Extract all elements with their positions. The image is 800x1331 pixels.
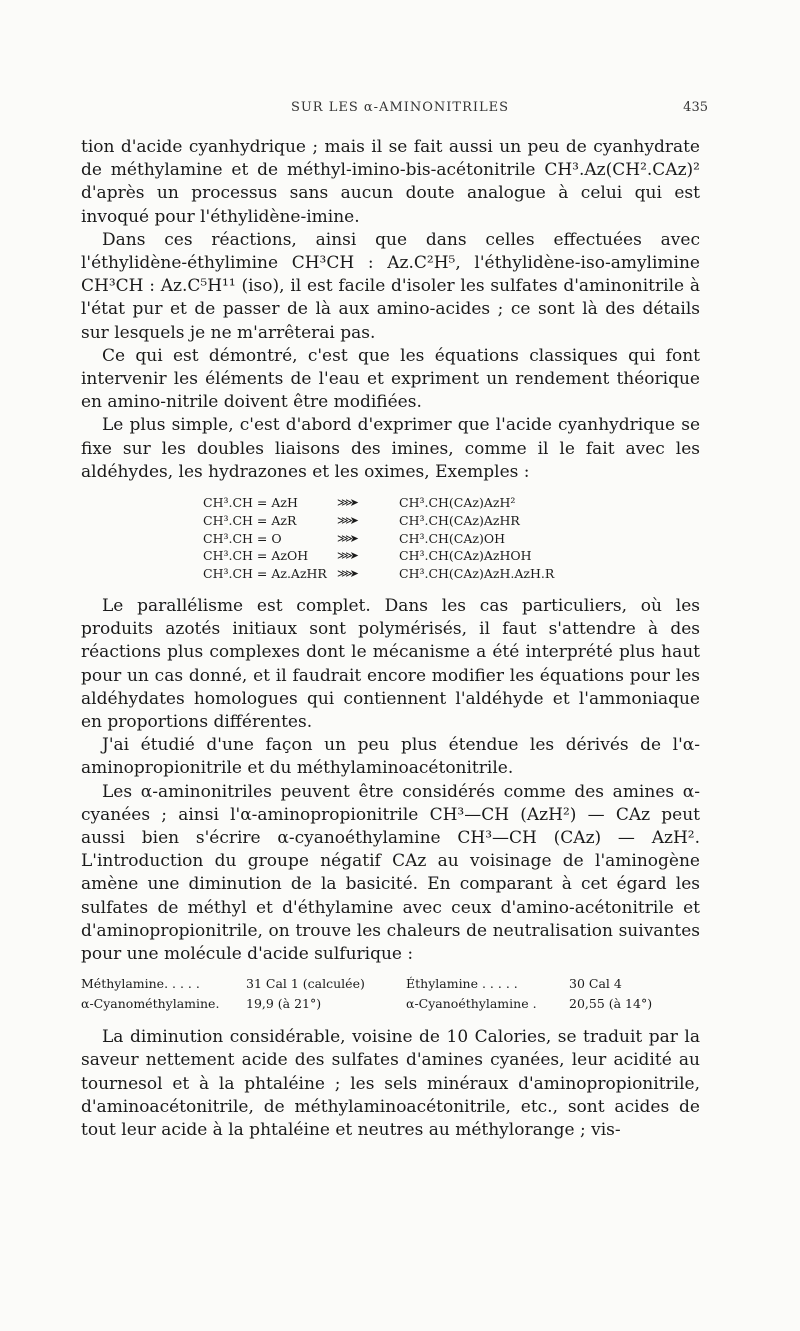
table-cell: 31 Cal 1 (calculée) — [246, 976, 365, 992]
table-cell: α-Cyanométhylamine. — [81, 996, 220, 1012]
paragraph: J'ai étudié d'une façon un peu plus étendue les dérivés de l'α-aminopropionitrile et du méthylaminoacétonitrile. — [81, 735, 700, 779]
reaction-arrow-icon: ⋙➤ — [337, 496, 356, 510]
paragraph: Le parallélisme est complet. Dans les cas particuliers, où les produits azotés initiaux sont polymérisés, il faut s'attendre à des réactions plus complexes dont le mécanisme a été interprété plus haut pour un cas donné, et il faudrait encore modifier les équations pour les aldéhydates homologues qui contiennent l'aldéhyde et l'ammoniaque en proportions différentes. — [81, 596, 700, 733]
reaction-product: CH³.CH(CAz)AzHOH — [399, 548, 532, 564]
reaction-arrow-icon: ⋙➤ — [337, 549, 356, 563]
reaction-product: CH³.CH(CAz)AzHR — [399, 512, 520, 528]
reaction-reactant: CH³.CH = AzR — [203, 512, 297, 528]
table-cell: Méthylamine. . . . . — [81, 976, 200, 992]
paragraph: tion d'acide cyanhydrique ; mais il se fait aussi un peu de cyanhydrate de méthylamine et de méthyl-imino-bis-acétonitrile CH³.Az(CH².CAz)² d'après un processus sans aucun doute analogue à celui qui est invoqué pour l'éthylidène-imine. — [81, 137, 700, 227]
reaction-product: CH³.CH(CAz)AzH² — [399, 495, 516, 511]
paragraph: Le plus simple, c'est d'abord d'exprimer que l'acide cyanhydrique se fixe sur les doubles liaisons des imines, comme il le fait avec les aldéhydes, les hydrazones et les oximes, Exemples : — [81, 415, 700, 482]
reaction-row — [203, 565, 700, 583]
reaction-reactant: CH³.CH = Az.AzHR — [203, 566, 327, 582]
reaction-product: CH³.CH(CAz)OH — [399, 530, 505, 546]
table-cell: 30 Cal 4 — [569, 976, 622, 992]
reaction-row — [203, 512, 700, 530]
table-cell: α-Cyanoéthylamine . — [406, 996, 537, 1012]
paragraph: La diminution considérable, voisine de 10 Calories, se traduit par la saveur nettement acide des sulfates d'amines cyanées, leur acidité au tournesol et à la phtaléine ; les sels minéraux d'aminopropionitrile, d'aminoacétonitrile, de méthylaminoacétonitrile, etc., sont acides de tout leur acide à la phtaléine et neutres au méthylorange ; vis- — [81, 1027, 700, 1141]
reaction-product: CH³.CH(CAz)AzH.AzH.R — [399, 566, 555, 582]
paragraph: Les α-aminonitriles peuvent être considérés comme des amines α-cyanées ; ainsi l'α-aminopropionitrile CH³—CH (AzH²) — CAz peut aussi bien s'écrire α-cyanoéthylamine CH³—CH (CAz) — AzH². L'introduction du groupe négatif CAz au voisinage de l'aminogène amène une diminution de la basicité. En comparant à cet égard les sulfates de méthyl et d'éthylamine avec ceux d'amino-acétonitrile et d'aminopropionitrile, on trouve les chaleurs de neutralisation suivantes pour une molécule d'acide sulfurique : — [81, 781, 700, 965]
running-head — [0, 100, 800, 122]
running-title: SUR LES α-AMINONITRILES — [290, 100, 510, 115]
reaction-arrow-icon: ⋙➤ — [337, 531, 356, 545]
table-row — [81, 994, 700, 1014]
table-cell: Éthylamine . . . . . — [406, 976, 518, 992]
reaction-row — [203, 494, 700, 512]
neutralisation-heat-table — [81, 974, 700, 1014]
page-number: 435 — [683, 100, 708, 115]
reaction-reactant: CH³.CH = AzH — [203, 495, 298, 511]
reaction-row — [203, 547, 700, 565]
reaction-arrow-icon: ⋙➤ — [337, 513, 356, 527]
table-cell: 20,55 (à 14°) — [569, 996, 653, 1012]
reaction-reactant: CH³.CH = AzOH — [203, 548, 309, 564]
reaction-list — [81, 494, 700, 583]
paragraph: Ce qui est démontré, c'est que les équations classiques qui font intervenir les éléments de l'eau et expriment un rendement théorique en amino-nitrile doivent être modifiées. — [81, 345, 700, 413]
reaction-arrow-icon: ⋙➤ — [337, 567, 356, 581]
reaction-row — [203, 530, 700, 548]
table-cell: 19,9 (à 21°) — [246, 996, 322, 1012]
reaction-reactant: CH³.CH = O — [203, 530, 282, 546]
body-text — [81, 136, 700, 1142]
paragraph: Dans ces réactions, ainsi que dans celles effectuées avec l'éthylidène-éthylimine CH³CH : Az.C²H⁵, l'éthylidène-iso-amylimine CH³CH : Az.C⁵H¹¹ (iso), il est facile d'isoler les sulfates d'aminonitrile à l'état pur et de passer de là aux amino-acides ; ce sont là des détails sur lesquels je ne m'arrêterai pas. — [81, 229, 700, 343]
table-row — [81, 974, 700, 994]
